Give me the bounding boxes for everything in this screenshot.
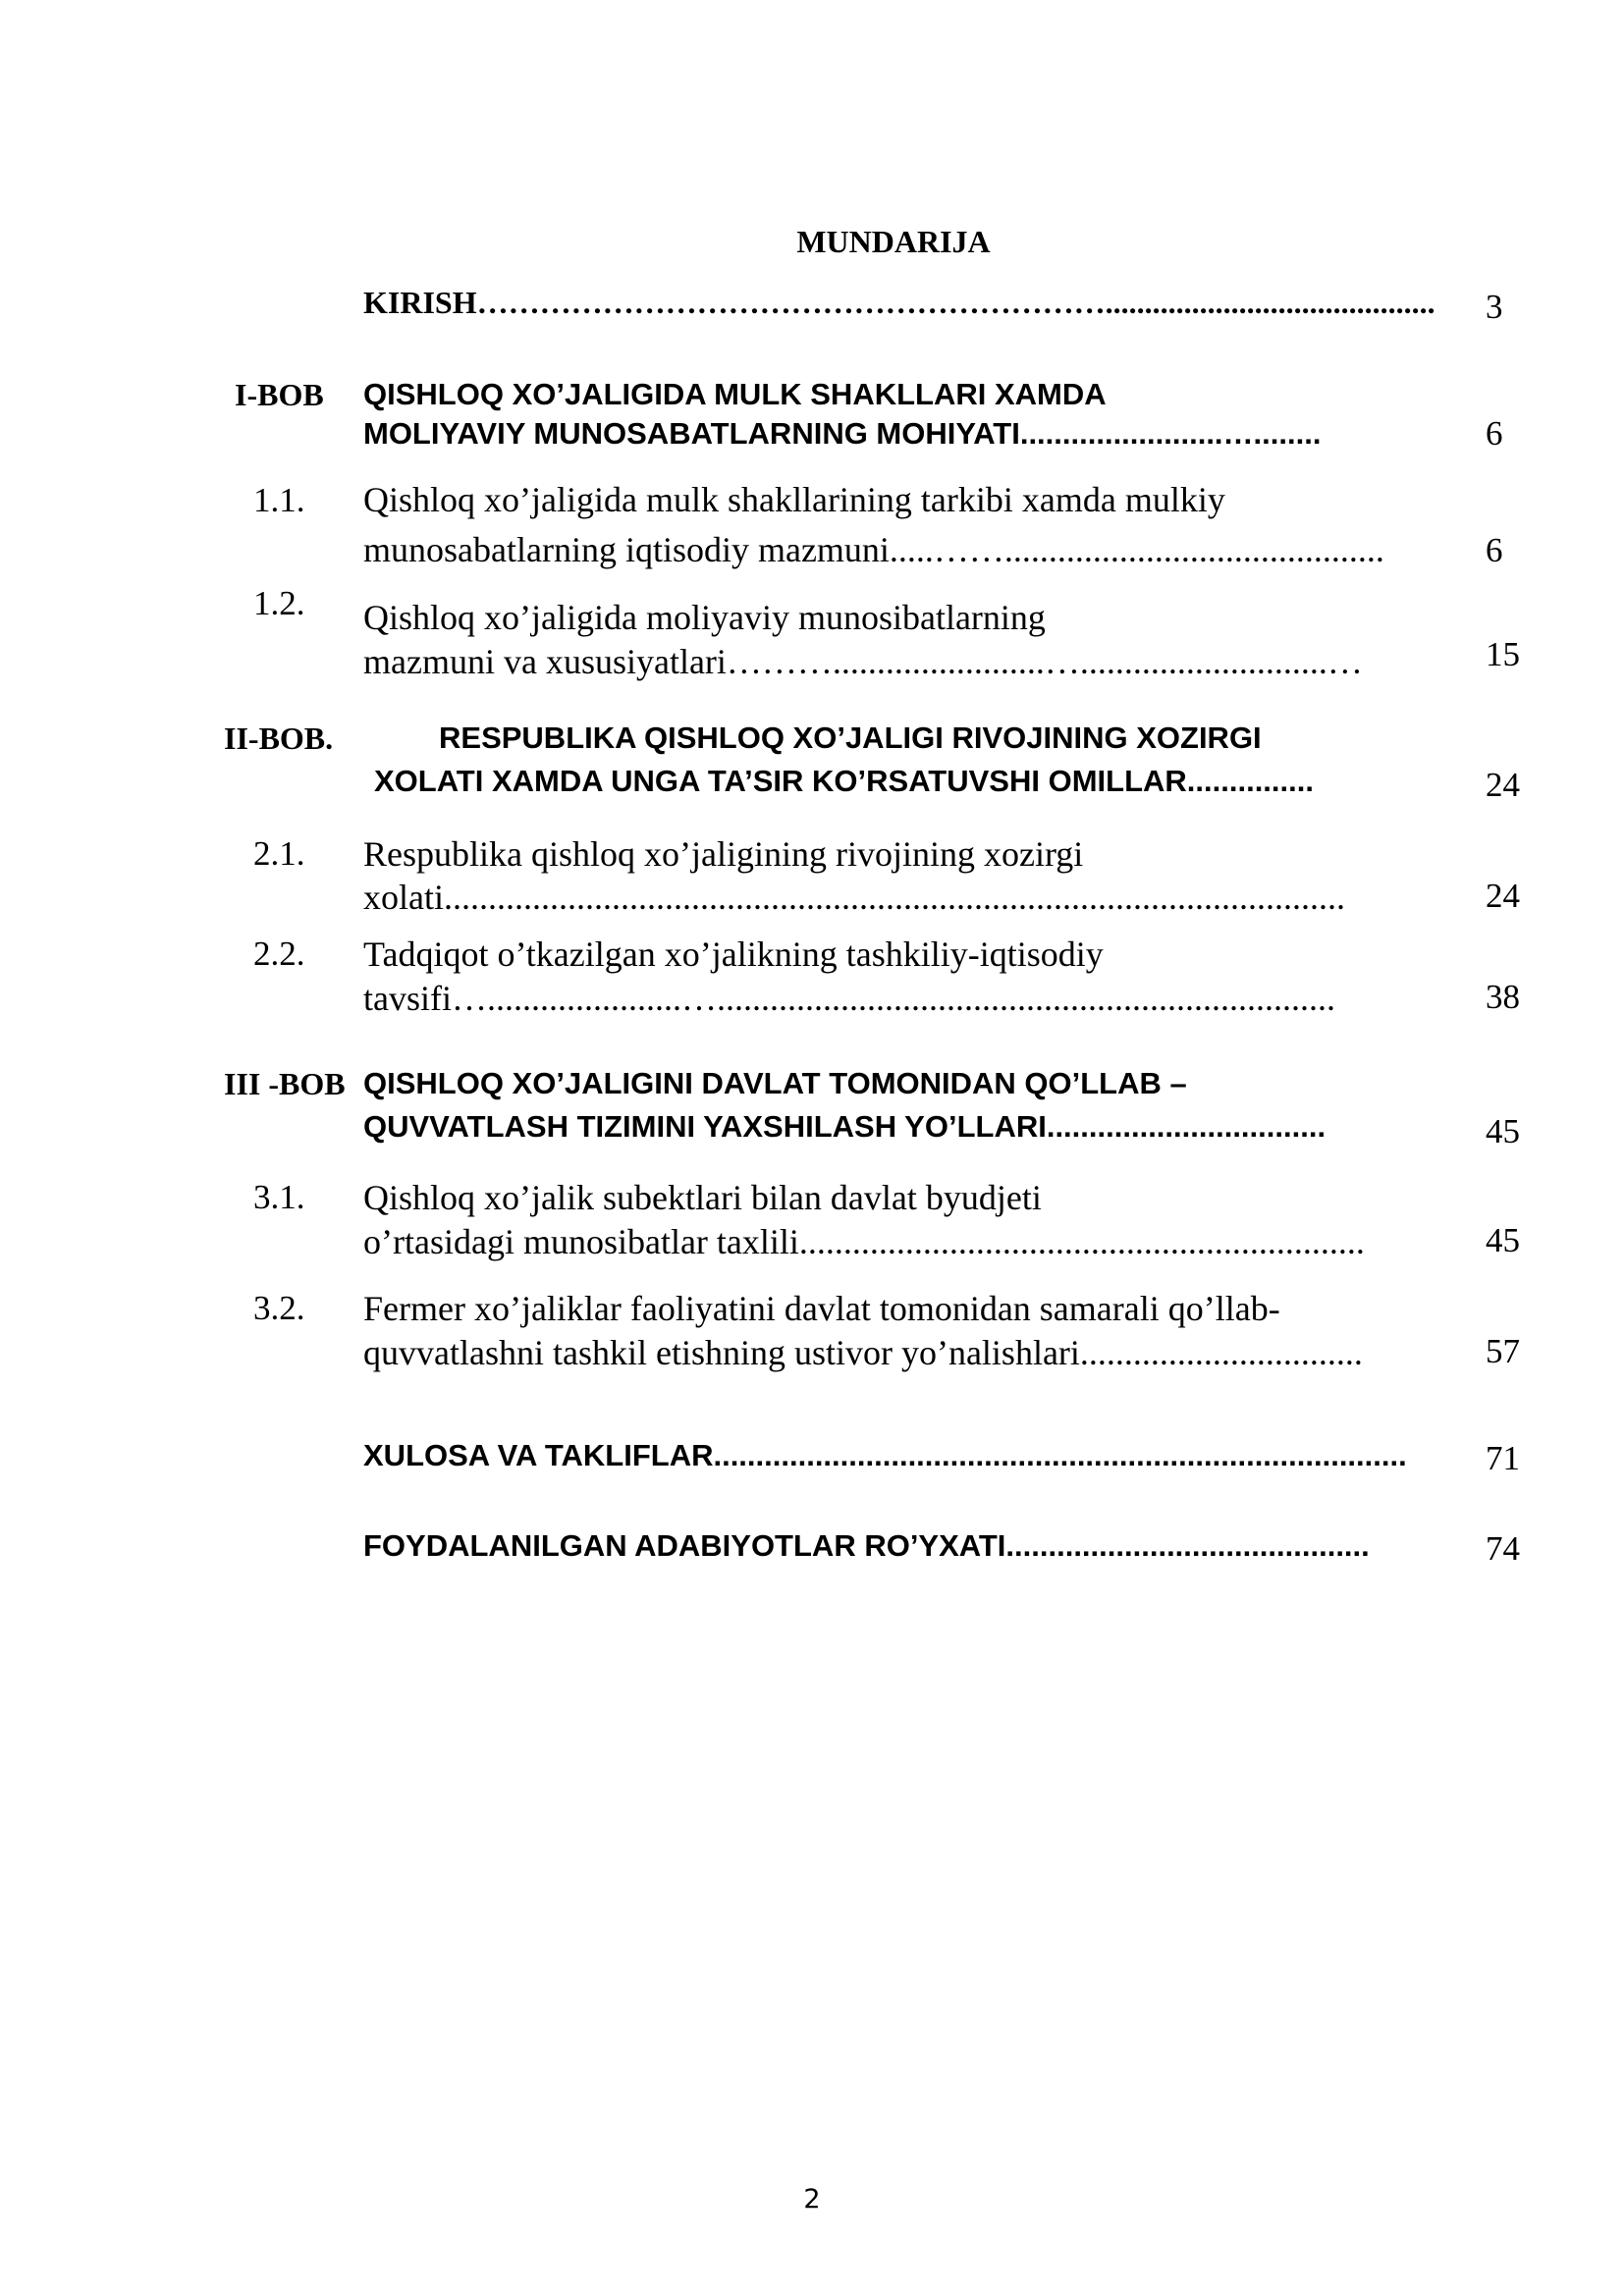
toc-conclusion-text: XULOSA VA TAKLIFLAR..................................................................................: [363, 1438, 1407, 1472]
toc-section-2-2-page: 38: [1486, 978, 1520, 1016]
toc-chapter-3-title-line-2: QUVVATLASH TIZIMINI YAXSHILASH YO’LLARI.................................: [363, 1109, 1326, 1144]
toc-section-1-2-number: 1.2.: [253, 584, 305, 622]
toc-section-1-1-page: 6: [1486, 531, 1503, 569]
toc-section-2-1-title-line-2: xolati......................................................................................................: [363, 878, 1345, 917]
toc-chapter-1-title-line-1: QISHLOQ XO’JALIGIDA MULK SHAKLLARI XAMDA: [363, 377, 1107, 411]
toc-entry-kirish-page: 3: [1486, 288, 1503, 326]
toc-section-3-1-title-line-1: Qishloq xo’jalik subektlari bilan davlat byudjeti: [363, 1178, 1042, 1217]
toc-section-3-2-title-line-2: quvvatlashni tashkil etishning ustivor yo’nalishlari................................: [363, 1333, 1363, 1372]
toc-chapter-1-title-line-2: MOLIYAVIY MUNOSABATLARNING MOHIYATI........................…........: [363, 416, 1322, 451]
toc-section-2-1-page: 24: [1486, 877, 1520, 915]
toc-section-2-1-number: 2.1.: [253, 834, 305, 873]
toc-section-3-2-title-line-1: Fermer xo’jaliklar faoliyatini davlat tomonidan samarali qo’llab-: [363, 1289, 1280, 1328]
toc-section-1-2-page: 15: [1486, 635, 1520, 673]
page-number: 2: [803, 2184, 821, 2215]
toc-chapter-3-number: III -BOB: [224, 1066, 346, 1101]
toc-section-2-1-title-line-1: Respublika qishloq xo’jaligining rivojining xozirgi: [363, 834, 1084, 874]
toc-section-3-2-number: 3.2.: [253, 1289, 305, 1327]
toc-chapter-3-page: 45: [1486, 1112, 1520, 1150]
toc-conclusion-page: 71: [1486, 1439, 1520, 1477]
toc-section-1-1-number: 1.1.: [253, 481, 305, 519]
toc-chapter-1-number: I-BOB: [235, 377, 324, 412]
toc-chapter-1-page: 6: [1486, 414, 1503, 453]
toc-chapter-3-title-line-1: QISHLOQ XO’JALIGINI DAVLAT TOMONIDAN QO’LLAB –: [363, 1066, 1187, 1100]
toc-section-2-2-number: 2.2.: [253, 934, 305, 973]
toc-section-1-1-title-line-2: munosabatlarning iqtisodiy mazmuni.....……...........................................: [363, 530, 1384, 569]
toc-references-text: FOYDALANILGAN ADABIYOTLAR RO’YXATI...........................................: [363, 1528, 1370, 1563]
toc-section-1-2-title-line-1: Qishloq xo’jaligida moliyaviy munosibatlarning: [363, 598, 1046, 637]
toc-section-3-1-page: 45: [1486, 1221, 1520, 1259]
toc-section-3-1-title-line-2: o’rtasidagi munosibatlar taxlili................................................................: [363, 1222, 1365, 1261]
toc-entry-kirish-text: KIRISH……………………………………………………..........................................: [363, 285, 1435, 320]
toc-chapter-2-page: 24: [1486, 766, 1520, 804]
toc-references-page: 74: [1486, 1529, 1520, 1568]
toc-section-2-2-title-line-2: tavsifi…......................…......................................................................: [363, 979, 1335, 1018]
toc-section-1-1-title-line-1: Qishloq xo’jaligida mulk shakllarining tarkibi xamda mulkiy: [363, 480, 1225, 519]
toc-section-3-1-number: 3.1.: [253, 1178, 305, 1216]
toc-chapter-2-title-line-1: RESPUBLIKA QISHLOQ XO’JALIGI RIVOJINING XOZIRGI: [439, 721, 1262, 755]
toc-chapter-2-title-line-2: XOLATI XAMDA UNGA TA’SIR KO’RSATUVSHI OMILLAR...............: [374, 764, 1314, 798]
toc-section-1-2-title-line-2: mazmuni va xususiyatlari………........................…............................…: [363, 642, 1363, 681]
toc-title: MUNDARIJA: [796, 224, 991, 259]
toc-section-2-2-title-line-1: Tadqiqot o’tkazilgan xo’jalikning tashkiliy-iqtisodiy: [363, 934, 1104, 974]
toc-chapter-2-number: II-BOB.: [224, 721, 334, 756]
toc-section-3-2-page: 57: [1486, 1332, 1520, 1370]
